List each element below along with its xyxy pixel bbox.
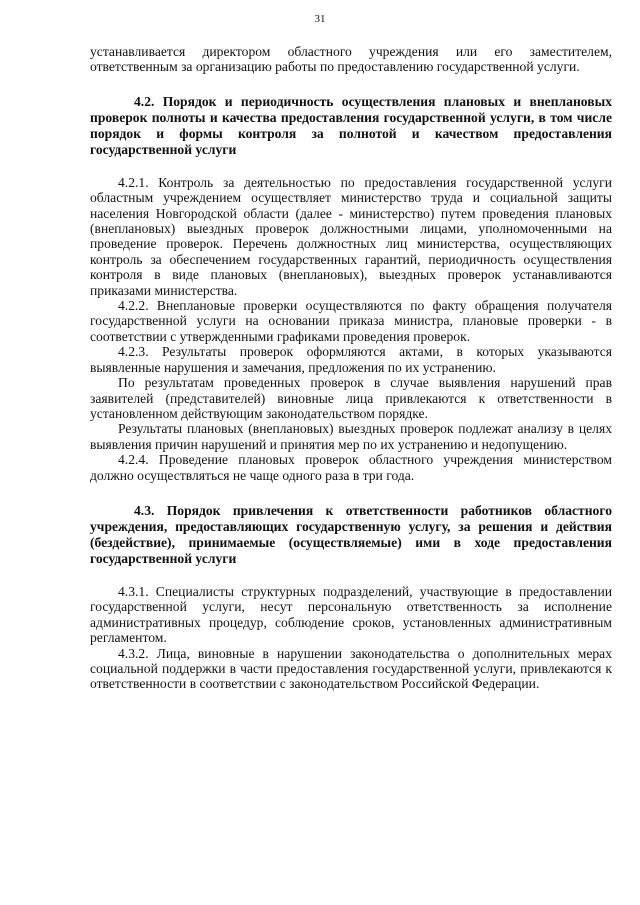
spacer [90,75,612,94]
paragraph-4-2-4: 4.2.4. Проведение плановых проверок областного учреждения министерством должно осуществляться не чаще одного раза в три года. [90,452,612,483]
page-content [90,44,612,692]
paragraph-4-3-2: 4.3.2. Лица, виновные в нарушении законодательства о дополнительных мерах социальной поддержки в части предоставления государственной услуги, привлекаются к ответственности в соответствии с законодательством Российской Федерации. [90,645,612,692]
spacer [90,483,612,503]
paragraph-4-3-1: 4.3.1. Специалисты структурных подразделений, участвующие в предоставлении государственной услуги, несут персональную ответственность за исполнение административных процедур, соблюдение сроков, установленных административным регламентом. [90,583,612,646]
page-number: 31 [314,13,326,25]
paragraph-4-2-2: 4.2.2. Внеплановые проверки осуществляются по факту обращения получателя государственной услуги на основании приказа министра, плановые проверки - в соответствии с утвержденными графиками проведения проверок. [90,298,612,344]
section-heading-4-2: 4.2. Порядок и периодичность осуществления плановых и внеплановых проверок полноты и качества предоставления государственной услуги, в том числе порядок и формы контроля за полнотой и качеством предоставления государственной услуги [90,93,612,157]
spacer [90,567,612,584]
paragraph-intro: устанавливается директором областного учреждения или его заместителем, ответственным за организацию работы по предоставлению государственной услуги. [90,44,612,75]
paragraph-4-2-1: 4.2.1. Контроль за деятельностью по предоставления государственной услуги областным учреждением осуществляет министерство труда и социальной защиты населения Новгородской области (далее - министерство) путем проведения плановых (внеплановых) выездных проверок должностными лицами, уполномоченными на проведение проверок. Перечень должностных лиц министерства, осуществляющих контроль за обеспечением государственных гарантий, периодичность осуществления контроля в виде плановых (внеплановых), выездных проверок устанавливаются приказами министерства. [90,174,612,298]
section-heading-4-3: 4.3. Порядок привлечения к ответственности работников областного учреждения, предоставляющих государственную услугу, за решения и действия (бездействие), принимаемые (осуществляемые) ими в ходе предоставления государственной услуги [90,502,612,566]
spacer [90,158,612,175]
paragraph-results-1: По результатам проведенных проверок в случае выявления нарушений прав заявителей (представителей) виновные лица привлекаются к ответственности в установленном действующим законодательством порядке. [90,375,612,421]
paragraph-results-2: Результаты плановых (внеплановых) выездных проверок подлежат анализу в целях выявления причин нарушений и принятия мер по их устранению и недопущению. [90,421,612,452]
paragraph-4-2-3: 4.2.3. Результаты проверок оформляются актами, в которых указываются выявленные нарушения и замечания, предложения по их устранению. [90,344,612,375]
